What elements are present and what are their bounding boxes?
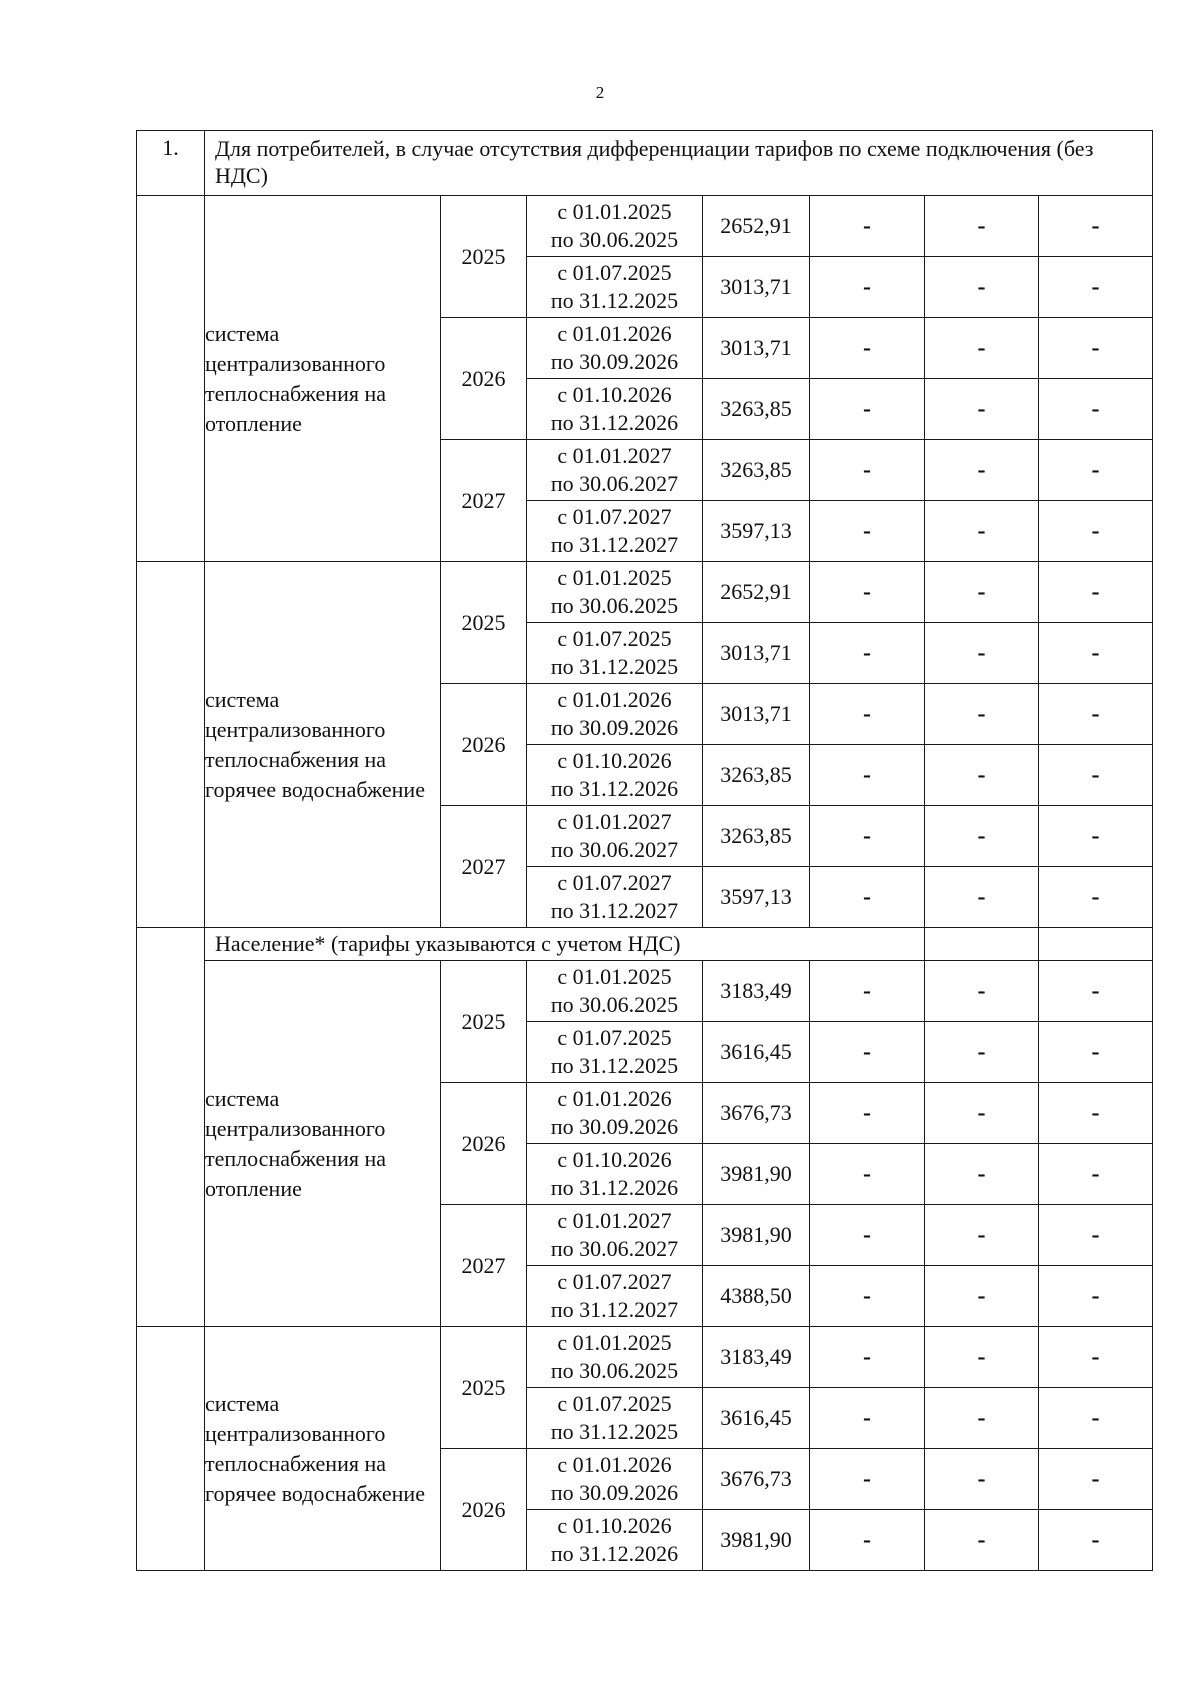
dash-cell: - bbox=[810, 1510, 925, 1571]
dash-cell: - bbox=[810, 867, 925, 928]
dash-cell: - bbox=[925, 1449, 1039, 1510]
period-cell bbox=[527, 440, 703, 501]
item-number: 1. bbox=[137, 131, 205, 196]
period-to: по 31.12.2025 bbox=[550, 1053, 679, 1078]
tariff-row bbox=[137, 1327, 1153, 1388]
tariff-value: 3616,45 bbox=[703, 1388, 810, 1449]
item-number-cell bbox=[137, 562, 205, 928]
system-name: система централизованного теплоснабжения на горячее водоснабжение bbox=[205, 1327, 441, 1571]
period-from: с 01.01.2026 bbox=[557, 1086, 672, 1111]
tariff-value: 3616,45 bbox=[703, 1022, 810, 1083]
dash-cell: - bbox=[1039, 1449, 1153, 1510]
dash-cell: - bbox=[1039, 806, 1153, 867]
dash-cell: - bbox=[1039, 1144, 1153, 1205]
period-to: по 30.09.2026 bbox=[550, 349, 679, 374]
dash-cell: - bbox=[1039, 440, 1153, 501]
dash-cell: - bbox=[1039, 745, 1153, 806]
period-cell bbox=[527, 806, 703, 867]
dash-cell: - bbox=[810, 257, 925, 318]
dash-cell: - bbox=[925, 961, 1039, 1022]
period-from: с 01.10.2026 bbox=[557, 1513, 672, 1538]
period-cell bbox=[527, 1022, 703, 1083]
year-cell: 2025 bbox=[441, 961, 527, 1083]
period-cell bbox=[527, 684, 703, 745]
period-cell bbox=[527, 1083, 703, 1144]
dash-cell: - bbox=[925, 623, 1039, 684]
tariff-value: 3013,71 bbox=[703, 623, 810, 684]
dash-cell: - bbox=[810, 1449, 925, 1510]
tariff-value: 3981,90 bbox=[703, 1205, 810, 1266]
item-number-cell bbox=[137, 1327, 205, 1571]
dash-cell: - bbox=[810, 196, 925, 257]
dash-cell: - bbox=[1039, 1266, 1153, 1327]
dash-cell: - bbox=[1039, 623, 1153, 684]
dash-cell: - bbox=[1039, 318, 1153, 379]
period-from: с 01.10.2026 bbox=[557, 748, 672, 773]
dash-cell: - bbox=[925, 745, 1039, 806]
dash-cell: - bbox=[1039, 1388, 1153, 1449]
tariff-value: 3263,85 bbox=[703, 806, 810, 867]
period-cell bbox=[527, 196, 703, 257]
period-to: по 30.06.2025 bbox=[550, 992, 679, 1017]
dash-cell: - bbox=[925, 501, 1039, 562]
period-to: по 30.06.2027 bbox=[550, 837, 679, 862]
item-header-row bbox=[137, 131, 1153, 196]
dash-cell: - bbox=[810, 501, 925, 562]
period-cell bbox=[527, 1144, 703, 1205]
period-from: с 01.07.2027 bbox=[557, 870, 672, 895]
dash-cell: - bbox=[810, 623, 925, 684]
tariff-row bbox=[137, 961, 1153, 1022]
dash-cell: - bbox=[810, 1022, 925, 1083]
dash-cell: - bbox=[1039, 379, 1153, 440]
tariff-value: 4388,50 bbox=[703, 1266, 810, 1327]
tariff-value: 3013,71 bbox=[703, 318, 810, 379]
period-cell bbox=[527, 1266, 703, 1327]
dash-cell: - bbox=[925, 562, 1039, 623]
dash-cell: - bbox=[1039, 257, 1153, 318]
system-name: система централизованного теплоснабжения на отопление bbox=[205, 961, 441, 1327]
dash-cell: - bbox=[810, 1327, 925, 1388]
system-name: система централизованного теплоснабжения на горячее водоснабжение bbox=[205, 562, 441, 928]
period-to: по 30.09.2026 bbox=[550, 1480, 679, 1505]
year-cell: 2026 bbox=[441, 684, 527, 806]
period-from: с 01.01.2025 bbox=[557, 199, 672, 224]
tariff-value: 3981,90 bbox=[703, 1510, 810, 1571]
period-to: по 30.06.2027 bbox=[550, 471, 679, 496]
dash-cell: - bbox=[810, 379, 925, 440]
year-cell: 2027 bbox=[441, 1205, 527, 1327]
period-to: по 30.09.2026 bbox=[550, 715, 679, 740]
year-cell: 2027 bbox=[441, 440, 527, 562]
period-cell bbox=[527, 1327, 703, 1388]
tariff-row bbox=[137, 562, 1153, 623]
page-number: 2 bbox=[595, 83, 605, 102]
dash-cell: - bbox=[810, 684, 925, 745]
tariff-value: 2652,91 bbox=[703, 562, 810, 623]
year-cell: 2026 bbox=[441, 1083, 527, 1205]
dash-cell: - bbox=[810, 1144, 925, 1205]
dash-cell: - bbox=[810, 961, 925, 1022]
year-cell: 2026 bbox=[441, 1449, 527, 1571]
dash-cell: - bbox=[1039, 867, 1153, 928]
period-cell bbox=[527, 1449, 703, 1510]
period-from: с 01.01.2027 bbox=[557, 1208, 672, 1233]
period-to: по 31.12.2025 bbox=[550, 1419, 679, 1444]
period-cell bbox=[527, 1510, 703, 1571]
tariff-value: 3597,13 bbox=[703, 501, 810, 562]
period-cell bbox=[527, 501, 703, 562]
dash-cell: - bbox=[925, 1205, 1039, 1266]
tariff-value: 3263,85 bbox=[703, 440, 810, 501]
tariff-value: 3013,71 bbox=[703, 257, 810, 318]
dash-cell: - bbox=[1039, 684, 1153, 745]
period-from: с 01.10.2026 bbox=[557, 382, 672, 407]
dash-cell: - bbox=[925, 684, 1039, 745]
tariff-value: 3676,73 bbox=[703, 1449, 810, 1510]
period-to: по 31.12.2027 bbox=[550, 532, 679, 557]
empty-cell bbox=[925, 928, 1039, 961]
dash-cell: - bbox=[925, 1083, 1039, 1144]
dash-cell: - bbox=[810, 1388, 925, 1449]
period-to: по 31.12.2025 bbox=[550, 654, 679, 679]
period-cell bbox=[527, 867, 703, 928]
period-to: по 31.12.2026 bbox=[550, 1541, 679, 1566]
period-cell bbox=[527, 257, 703, 318]
period-to: по 31.12.2026 bbox=[550, 776, 679, 801]
tariff-value: 3183,49 bbox=[703, 961, 810, 1022]
dash-cell: - bbox=[1039, 961, 1153, 1022]
period-cell bbox=[527, 562, 703, 623]
dash-cell: - bbox=[810, 806, 925, 867]
period-from: с 01.07.2025 bbox=[557, 260, 672, 285]
year-cell: 2025 bbox=[441, 1327, 527, 1449]
tariff-value: 3597,13 bbox=[703, 867, 810, 928]
period-to: по 30.06.2025 bbox=[550, 227, 679, 252]
item-title: Для потребителей, в случае отсутствия дифференциации тарифов по схеме подключения (без НДС) bbox=[205, 131, 1153, 196]
dash-cell: - bbox=[925, 1510, 1039, 1571]
period-cell bbox=[527, 1388, 703, 1449]
dash-cell: - bbox=[1039, 1510, 1153, 1571]
dash-cell: - bbox=[1039, 1205, 1153, 1266]
dash-cell: - bbox=[1039, 196, 1153, 257]
period-from: с 01.01.2025 bbox=[557, 1330, 672, 1355]
period-cell bbox=[527, 745, 703, 806]
dash-cell: - bbox=[925, 1144, 1039, 1205]
dash-cell: - bbox=[925, 440, 1039, 501]
tariff-value: 2652,91 bbox=[703, 196, 810, 257]
year-cell: 2026 bbox=[441, 318, 527, 440]
period-to: по 31.12.2026 bbox=[550, 1175, 679, 1200]
dash-cell: - bbox=[1039, 501, 1153, 562]
period-from: с 01.01.2026 bbox=[557, 1452, 672, 1477]
tariff-table-body bbox=[137, 131, 1153, 1571]
dash-cell: - bbox=[925, 379, 1039, 440]
dash-cell: - bbox=[925, 806, 1039, 867]
period-from: с 01.01.2025 bbox=[557, 964, 672, 989]
period-from: с 01.01.2025 bbox=[557, 565, 672, 590]
period-from: с 01.01.2026 bbox=[557, 687, 672, 712]
period-to: по 31.12.2027 bbox=[550, 1297, 679, 1322]
period-from: с 01.01.2026 bbox=[557, 321, 672, 346]
dash-cell: - bbox=[1039, 1022, 1153, 1083]
dash-cell: - bbox=[810, 745, 925, 806]
period-to: по 31.12.2026 bbox=[550, 410, 679, 435]
tariff-value: 3981,90 bbox=[703, 1144, 810, 1205]
dash-cell: - bbox=[925, 867, 1039, 928]
dash-cell: - bbox=[925, 1022, 1039, 1083]
period-from: с 01.07.2025 bbox=[557, 626, 672, 651]
dash-cell: - bbox=[925, 257, 1039, 318]
period-from: с 01.07.2027 bbox=[557, 504, 672, 529]
tariff-value: 3263,85 bbox=[703, 745, 810, 806]
dash-cell: - bbox=[810, 318, 925, 379]
item-number-cell bbox=[137, 196, 205, 562]
period-to: по 30.06.2025 bbox=[550, 1358, 679, 1383]
dash-cell: - bbox=[810, 1266, 925, 1327]
period-cell bbox=[527, 1205, 703, 1266]
system-name: система централизованного теплоснабжения на отопление bbox=[205, 196, 441, 562]
tariff-table bbox=[136, 130, 1153, 1571]
dash-cell: - bbox=[810, 1205, 925, 1266]
dash-cell: - bbox=[925, 1266, 1039, 1327]
dash-cell: - bbox=[1039, 1327, 1153, 1388]
dash-cell: - bbox=[925, 1327, 1039, 1388]
period-cell bbox=[527, 623, 703, 684]
period-to: по 31.12.2025 bbox=[550, 288, 679, 313]
period-from: с 01.01.2027 bbox=[557, 809, 672, 834]
tariff-value: 3263,85 bbox=[703, 379, 810, 440]
period-to: по 30.09.2026 bbox=[550, 1114, 679, 1139]
period-cell bbox=[527, 318, 703, 379]
period-from: с 01.01.2027 bbox=[557, 443, 672, 468]
empty-cell bbox=[1039, 928, 1153, 961]
year-cell: 2025 bbox=[441, 196, 527, 318]
population-section-title: Население* (тарифы указываются с учетом НДС) bbox=[205, 928, 925, 961]
dash-cell: - bbox=[1039, 562, 1153, 623]
period-cell bbox=[527, 961, 703, 1022]
period-from: с 01.07.2027 bbox=[557, 1269, 672, 1294]
period-from: с 01.10.2026 bbox=[557, 1147, 672, 1172]
dash-cell: - bbox=[925, 196, 1039, 257]
tariff-value: 3183,49 bbox=[703, 1327, 810, 1388]
year-cell: 2025 bbox=[441, 562, 527, 684]
period-cell bbox=[527, 379, 703, 440]
dash-cell: - bbox=[810, 440, 925, 501]
population-section-row bbox=[137, 928, 1153, 961]
tariff-row bbox=[137, 196, 1153, 257]
dash-cell: - bbox=[1039, 1083, 1153, 1144]
dash-cell: - bbox=[925, 1388, 1039, 1449]
period-from: с 01.07.2025 bbox=[557, 1391, 672, 1416]
tariff-value: 3013,71 bbox=[703, 684, 810, 745]
period-to: по 31.12.2027 bbox=[550, 898, 679, 923]
year-cell: 2027 bbox=[441, 806, 527, 928]
item-number-cell bbox=[137, 928, 205, 1327]
period-to: по 30.06.2025 bbox=[550, 593, 679, 618]
dash-cell: - bbox=[810, 1083, 925, 1144]
period-from: с 01.07.2025 bbox=[557, 1025, 672, 1050]
dash-cell: - bbox=[925, 318, 1039, 379]
period-to: по 30.06.2027 bbox=[550, 1236, 679, 1261]
dash-cell: - bbox=[810, 562, 925, 623]
tariff-value: 3676,73 bbox=[703, 1083, 810, 1144]
